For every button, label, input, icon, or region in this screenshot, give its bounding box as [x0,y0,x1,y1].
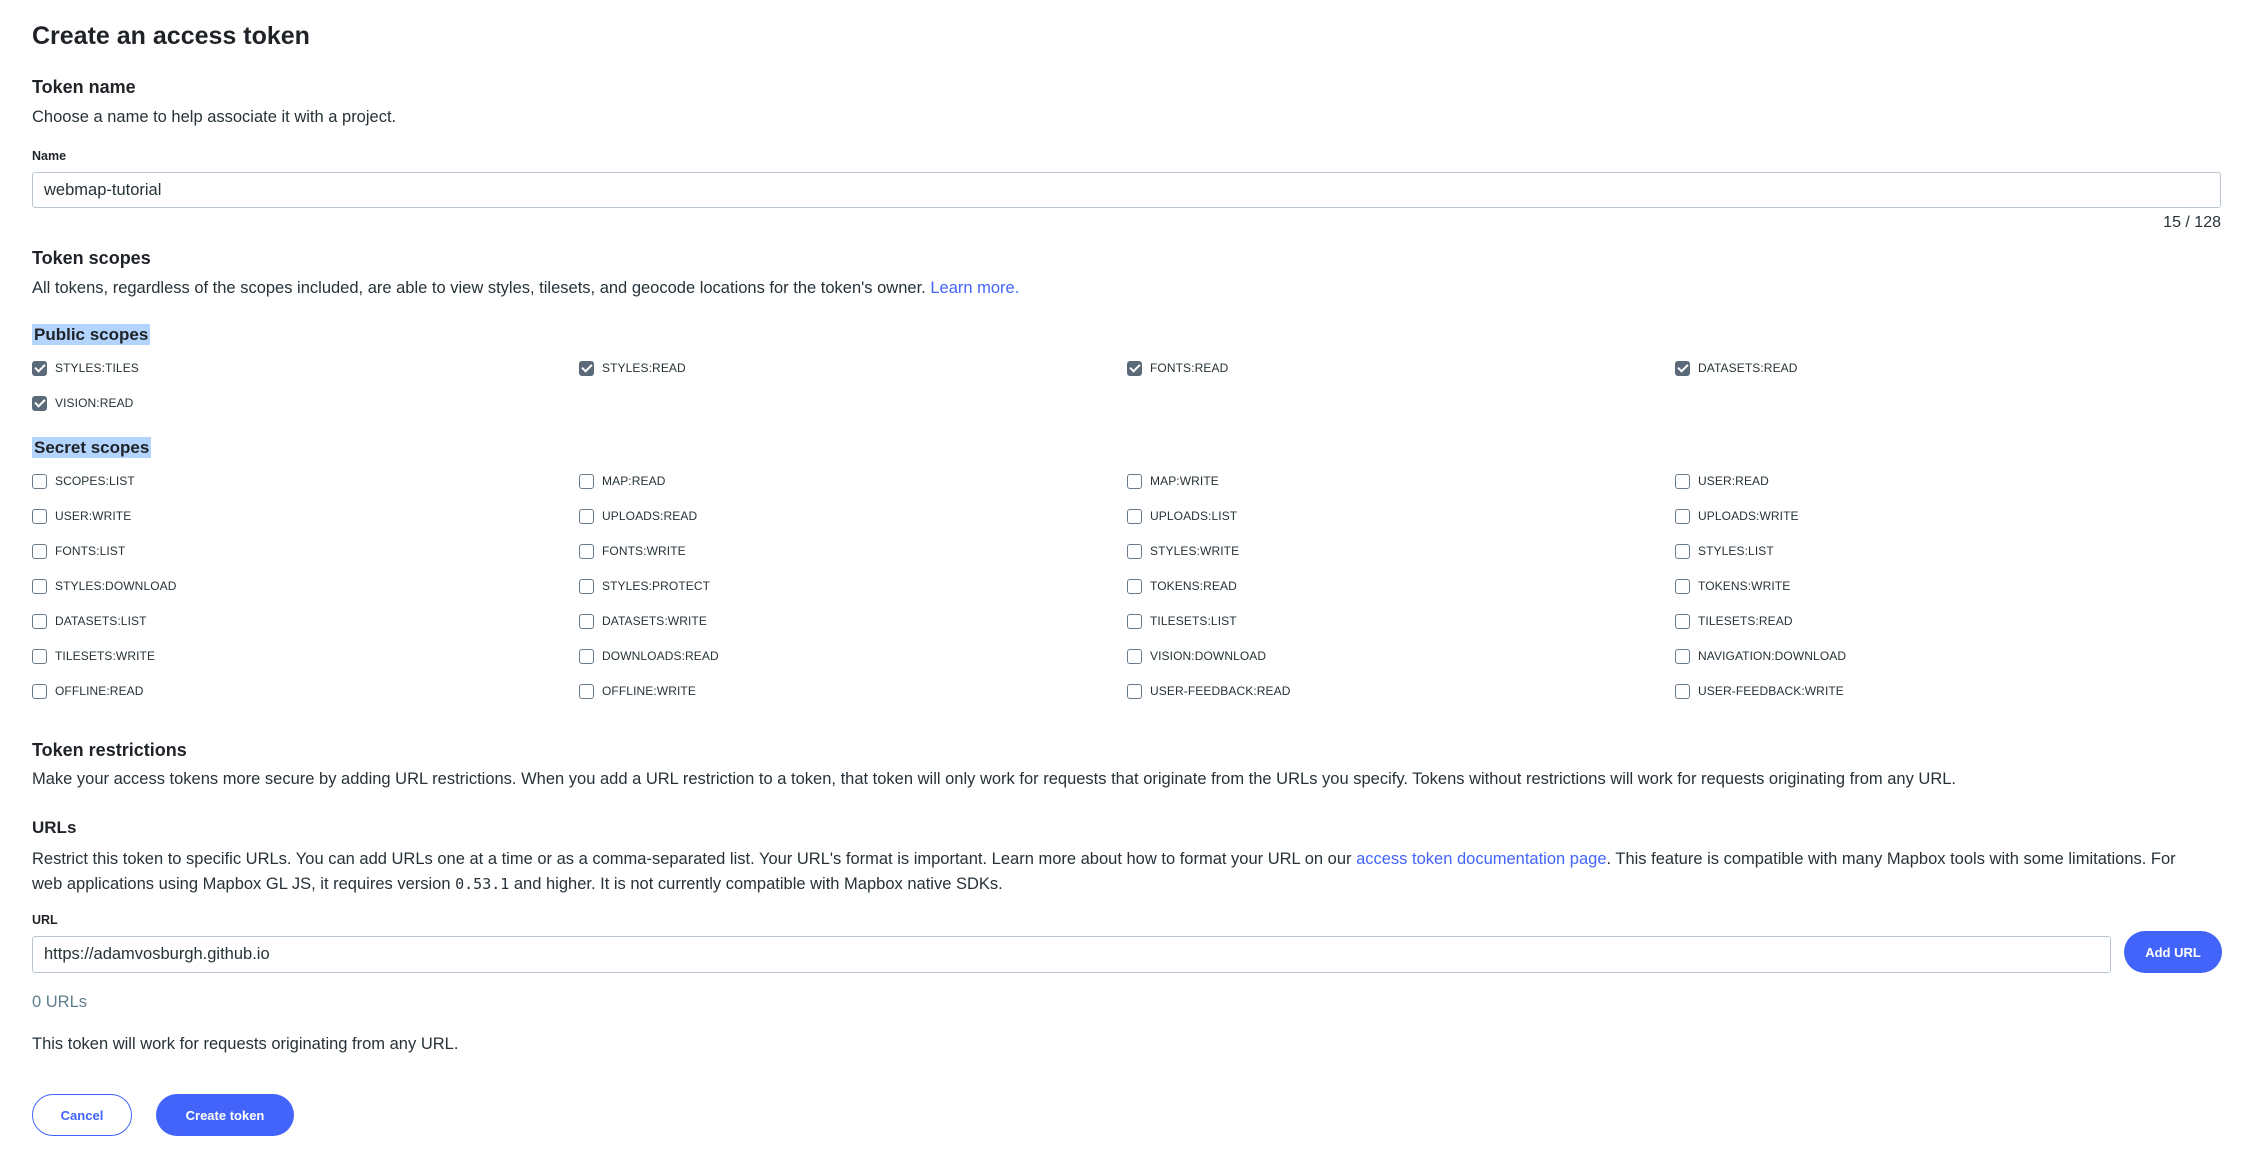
scope-label: VISION:READ [55,396,134,410]
scope-label: STYLES:LIST [1698,544,1774,558]
scope-checkbox-tilesets-list[interactable] [1127,612,1675,630]
access-token-docs-link[interactable]: access token documentation page [1356,850,1607,868]
checkbox-unchecked-icon[interactable] [579,649,594,664]
any-url-note: This token will work for requests originating from any URL. [32,1035,459,1053]
scope-label: MAP:WRITE [1150,474,1219,488]
scopes-description-text: All tokens, regardless of the scopes included, are able to view styles, tilesets, and geocode locations for the token's owner. [32,279,926,297]
scope-checkbox-navigation-download[interactable] [1675,647,2223,665]
scope-checkbox-datasets-read[interactable] [1675,359,2223,377]
scope-label: VISION:DOWNLOAD [1150,649,1267,663]
scope-label: TILESETS:WRITE [55,649,156,663]
scope-label: UPLOADS:LIST [1150,509,1238,523]
scope-label: TILESETS:LIST [1150,614,1237,628]
checkbox-unchecked-icon[interactable] [32,614,47,629]
checkbox-unchecked-icon[interactable] [1127,579,1142,594]
checkbox-unchecked-icon[interactable] [1127,649,1142,664]
scope-label: STYLES:WRITE [1150,544,1240,558]
scope-checkbox-datasets-list[interactable] [32,612,579,630]
scope-checkbox-map-write[interactable] [1127,472,1675,490]
scope-label: USER-FEEDBACK:WRITE [1698,684,1844,698]
scope-checkbox-uploads-list[interactable] [1127,507,1675,525]
scope-checkbox-vision-download[interactable] [1127,647,1675,665]
create-token-button[interactable]: Create token [156,1094,294,1136]
token-name-description: Choose a name to help associate it with a project. [32,108,397,126]
checkbox-unchecked-icon[interactable] [579,474,594,489]
scope-checkbox-styles-list[interactable] [1675,542,2223,560]
checkbox-unchecked-icon[interactable] [579,544,594,559]
public-scopes-label: Public scopes [34,325,149,344]
checkbox-unchecked-icon[interactable] [579,684,594,699]
scope-checkbox-styles-download[interactable] [32,577,579,595]
checkbox-unchecked-icon[interactable] [32,509,47,524]
checkbox-unchecked-icon[interactable] [579,579,594,594]
scope-checkbox-scopes-list[interactable] [32,472,579,490]
scope-checkbox-fonts-read[interactable] [1127,359,1675,377]
urls-text: Restrict this token to specific URLs. You can add URLs one at a time or as a comma-separated list. Your URL's format is important. Learn more about how to format your URL on our [32,850,1357,868]
scope-label: USER-FEEDBACK:READ [1150,684,1291,698]
scope-checkbox-user-write[interactable] [32,507,579,525]
scope-checkbox-fonts-list[interactable] [32,542,579,560]
scope-label: TOKENS:WRITE [1698,579,1791,593]
learn-more-link[interactable]: Learn more. [930,279,1020,297]
checkbox-unchecked-icon[interactable] [1127,684,1142,699]
scope-checkbox-downloads-read[interactable] [579,647,1127,665]
scope-label: UPLOADS:WRITE [1698,509,1799,523]
scope-checkbox-fonts-write[interactable] [579,542,1127,560]
scope-checkbox-uploads-read[interactable] [579,507,1127,525]
scope-checkbox-map-read[interactable] [579,472,1127,490]
version-code: 0.53.1 [455,875,510,893]
checkbox-unchecked-icon[interactable] [1675,474,1690,489]
name-label: Name [32,149,67,163]
public-scopes-heading [32,325,150,345]
scope-label: OFFLINE:READ [55,684,144,698]
checkbox-unchecked-icon[interactable] [1127,509,1142,524]
scope-checkbox-vision-read[interactable] [32,394,579,412]
name-input[interactable] [32,172,2221,208]
checkbox-unchecked-icon[interactable] [1127,474,1142,489]
secret-scopes-grid [32,472,2232,700]
urls-description [32,847,2176,897]
checkbox-checked-icon[interactable] [579,361,594,376]
char-count: 15 / 128 [2163,214,2221,231]
secret-scopes-label: Secret scopes [34,438,150,457]
public-scopes-grid [32,359,2232,412]
checkbox-unchecked-icon[interactable] [1675,544,1690,559]
scope-label: NAVIGATION:DOWNLOAD [1698,649,1847,663]
checkbox-unchecked-icon[interactable] [579,509,594,524]
checkbox-unchecked-icon[interactable] [1675,684,1690,699]
scope-checkbox-styles-tiles[interactable] [32,359,579,377]
checkbox-unchecked-icon[interactable] [1675,614,1690,629]
scope-checkbox-tilesets-read[interactable] [1675,612,2223,630]
scope-checkbox-offline-read[interactable] [32,682,579,700]
url-count: 0 URLs [32,993,88,1011]
scope-label: USER:READ [1698,474,1769,488]
scope-checkbox-tilesets-write[interactable] [32,647,579,665]
scope-label: OFFLINE:WRITE [602,684,696,698]
scope-label: MAP:READ [602,474,666,488]
cancel-button[interactable]: Cancel [32,1094,132,1136]
checkbox-unchecked-icon[interactable] [32,579,47,594]
scope-label: STYLES:PROTECT [602,579,711,593]
checkbox-checked-icon[interactable] [1127,361,1142,376]
scope-checkbox-styles-write[interactable] [1127,542,1675,560]
urls-text: and higher. It is not currently compatible with Mapbox native SDKs. [509,875,1003,893]
token-scopes-description [32,279,1019,298]
secret-scopes-heading [32,438,151,458]
scope-label: FONTS:READ [1150,361,1229,375]
scope-checkbox-tokens-write[interactable] [1675,577,2223,595]
checkbox-unchecked-icon[interactable] [32,544,47,559]
scope-checkbox-user-feedback-read[interactable] [1127,682,1675,700]
scope-label: USER:WRITE [55,509,132,523]
scope-label: TOKENS:READ [1150,579,1237,593]
checkbox-unchecked-icon[interactable] [32,649,47,664]
token-name-heading: Token name [32,77,136,97]
url-label: URL [32,913,58,927]
checkbox-unchecked-icon[interactable] [1675,579,1690,594]
scope-checkbox-uploads-write[interactable] [1675,507,2223,525]
token-restrictions-heading: Token restrictions [32,740,187,760]
token-scopes-heading: Token scopes [32,248,151,268]
scope-checkbox-styles-read[interactable] [579,359,1127,377]
scope-label: STYLES:READ [602,361,686,375]
scope-label: STYLES:DOWNLOAD [55,579,177,593]
scope-checkbox-offline-write[interactable] [579,682,1127,700]
scope-label: DATASETS:READ [1698,361,1798,375]
page-title: Create an access token [32,22,310,50]
scope-label: SCOPES:LIST [55,474,135,488]
checkbox-unchecked-icon[interactable] [1675,649,1690,664]
url-input[interactable] [32,936,2111,973]
scope-checkbox-datasets-write[interactable] [579,612,1127,630]
scope-checkbox-user-feedback-write[interactable] [1675,682,2223,700]
checkbox-checked-icon[interactable] [32,396,47,411]
checkbox-unchecked-icon[interactable] [1127,614,1142,629]
scope-label: UPLOADS:READ [602,509,698,523]
scope-checkbox-tokens-read[interactable] [1127,577,1675,595]
scope-label: TILESETS:READ [1698,614,1793,628]
scope-label: FONTS:LIST [55,544,126,558]
checkbox-checked-icon[interactable] [32,361,47,376]
urls-text: web applications using Mapbox GL JS, it requires version [32,875,456,893]
checkbox-unchecked-icon[interactable] [32,684,47,699]
checkbox-unchecked-icon[interactable] [1127,544,1142,559]
scope-checkbox-styles-protect[interactable] [579,577,1127,595]
checkbox-unchecked-icon[interactable] [579,614,594,629]
checkbox-checked-icon[interactable] [1675,361,1690,376]
scope-label: FONTS:WRITE [602,544,686,558]
checkbox-unchecked-icon[interactable] [1675,509,1690,524]
checkbox-unchecked-icon[interactable] [32,474,47,489]
scope-checkbox-user-read[interactable] [1675,472,2223,490]
scope-label: DATASETS:LIST [55,614,147,628]
restrictions-description: Make your access tokens more secure by adding URL restrictions. When you add a URL restriction to a token, that token will only work for requests that originate from the URLs you specify. Tokens without restrictions will work for requests originating from any URL. [32,770,1957,788]
scope-label: STYLES:TILES [55,361,139,375]
urls-heading: URLs [32,818,77,837]
urls-text: . This feature is compatible with many Mapbox tools with some limitations. For [1606,850,2176,868]
add-url-button[interactable]: Add URL [2124,931,2222,973]
scope-label: DATASETS:WRITE [602,614,707,628]
scope-label: DOWNLOADS:READ [602,649,719,663]
